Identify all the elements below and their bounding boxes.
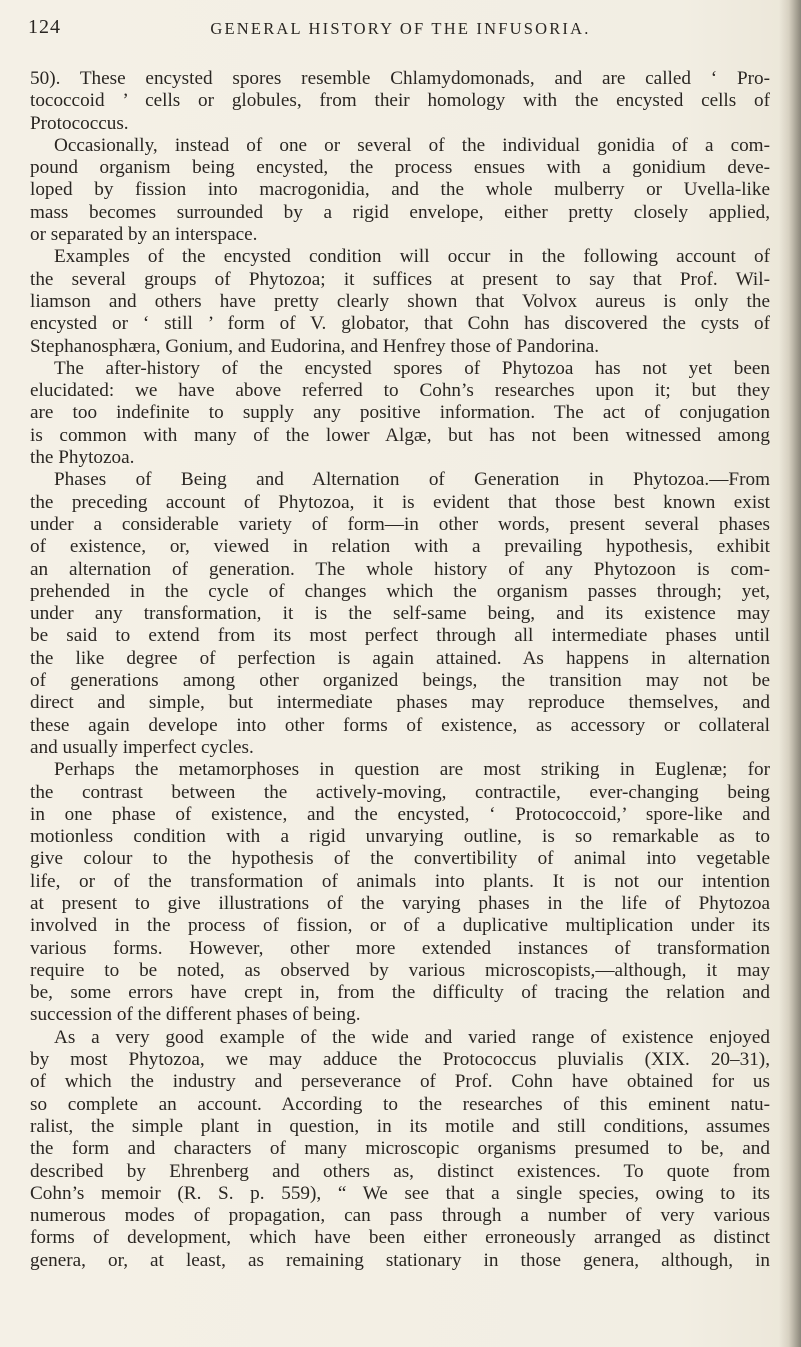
text-line: at present to give illustrations of the varying phases in the life of Phytozoa [30,892,770,914]
text-line: Cohn’s memoir (R. S. p. 559), “ We see that a single species, owing to its [30,1182,770,1204]
text-line: involved in the process of fission, or of a duplicative multiplication under its [30,915,770,937]
text-line: genera, or, at least, as remaining stationary in those genera, although, in [30,1249,770,1271]
text-line: under any transformation, it is the self-same being, and its existence may [30,603,770,625]
text-line: the preceding account of Phytozoa, it is evident that those best known exist [30,491,770,513]
text-line: be said to extend from its most perfect through all intermediate phases until [30,625,770,647]
text-line: loped by fission into macrogonidia, and the whole mulberry or Uvella-like [30,179,770,201]
text-line: described by Ehrenberg and others as, distinct existences. To quote from [30,1160,770,1182]
text-line: Perhaps the metamorphoses in question are most striking in Euglenæ; for [54,759,770,781]
text-line: under a considerable variety of form—in other words, present several phases [30,513,770,535]
text-line: life, or of the transformation of animals into plants. It is not our intention [30,870,770,892]
text-line: of which the industry and perseverance of Prof. Cohn have obtained for us [30,1071,770,1093]
text-line: of generations among other organized beings, the transition may not be [30,670,770,692]
text-line: succession of the different phases of being. [30,1004,361,1026]
section-heading-line: Phases of Being and Alternation of Generation in Phytozoa.—From [54,469,770,491]
text-line: elucidated: we have above referred to Cohn’s researches upon it; but they [30,380,770,402]
text-line: pound organism being encysted, the process ensues with a gonidium deve- [30,157,770,179]
text-line: in one phase of existence, and the encysted, ‘ Protococcoid,’ spore-like and [30,803,770,825]
text-line: is common with many of the lower Algæ, but has not been witnessed among [30,424,770,446]
text-line: the Phytozoa. [30,447,135,469]
text-line: are too indefinite to supply any positive information. The act of conjugation [30,402,770,424]
text-line: require to be noted, as observed by various microscopists,—although, it may [30,959,770,981]
text-line: direct and simple, but intermediate phases may reproduce themselves, and [30,692,770,714]
body-text [30,68,770,1272]
text-line: prehended in the cycle of changes which the organism passes through; yet, [30,580,770,602]
text-line: liamson and others have pretty clearly shown that Volvox aureus is only the [30,290,770,312]
text-line: 50). These encysted spores resemble Chlamydomonads, and are called ‘ Pro- [30,68,770,89]
page-number: 124 [28,16,61,38]
text-line: mass becomes surrounded by a rigid envelope, either pretty closely applied, [30,201,770,223]
text-line: give colour to the hypothesis of the convertibility of animal into vegetable [30,848,770,870]
text-line: ralist, the simple plant in question, in its motile and still conditions, assumes [30,1115,770,1137]
text-line: by most Phytozoa, we may adduce the Protococcus pluvialis (XIX. 20–31), [30,1049,770,1071]
text-line: the contrast between the actively-moving, contractile, ever-changing being [30,781,770,803]
text-line: and usually imperfect cycles. [30,736,254,758]
text-line: Stephanosphæra, Gonium, and Eudorina, and Henfrey those of Pandorina. [30,335,600,357]
text-line: Examples of the encysted condition will occur in the following account of [54,246,770,268]
text-line: these again develope into other forms of existence, as accessory or collateral [30,714,770,736]
page-header [28,16,773,52]
text-line: an alternation of generation. The whole history of any Phytozoon is com- [30,558,770,580]
text-line: encysted or ‘ still ’ form of V. globator, that Cohn has discovered the cysts of [30,313,770,335]
text-line: the like degree of perfection is again attained. As happens in alternation [30,647,770,669]
text-line: the several groups of Phytozoa; it suffices at present to say that Prof. Wil- [30,268,770,290]
text-line: Protococcus. [30,112,129,134]
text-line: of existence, or, viewed in relation with a prevailing hypothesis, exhibit [30,536,770,558]
text-line: be, some errors have crept in, from the difficulty of tracing the relation and [30,982,770,1004]
text-line: the form and characters of many microscopic organisms presumed to be, and [30,1138,770,1160]
text-line: or separated by an interspace. [30,224,258,246]
text-line: Occasionally, instead of one or several of the individual gonidia of a com- [54,134,770,156]
page-spine-shadow [779,0,801,1347]
text-line: various forms. However, other more extended instances of transformation [30,937,770,959]
text-line: forms of development, which have been either erroneously arranged as distinct [30,1227,770,1249]
text-line: motionless condition with a rigid unvarying outline, is so remarkable as to [30,826,770,848]
running-title: GENERAL HISTORY OF THE INFUSORIA. [210,19,591,38]
text-line: tococcoid ’ cells or globules, from their homology with the encysted cells of [30,90,770,112]
text-line: so complete an account. According to the researches of this eminent natu- [30,1093,770,1115]
text-line: numerous modes of propagation, can pass through a number of very various [30,1205,770,1227]
text-line: The after-history of the encysted spores of Phytozoa has not yet been [54,357,770,379]
text-line: As a very good example of the wide and varied range of existence enjoyed [54,1026,770,1048]
